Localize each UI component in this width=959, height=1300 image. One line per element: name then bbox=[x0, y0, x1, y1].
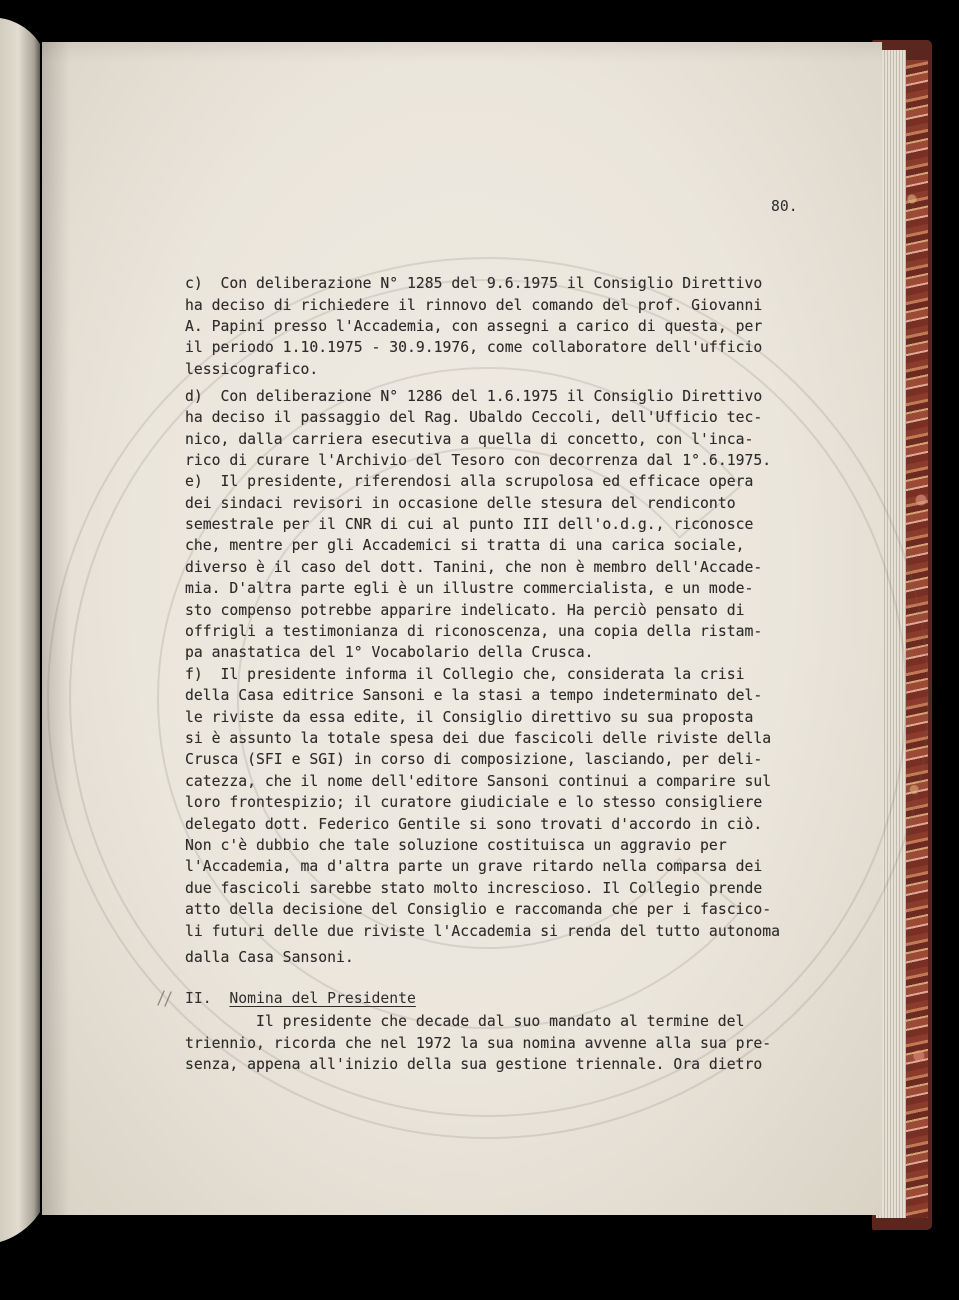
text-line: li futuri delle due riviste l'Accademia si renda del tutto autonoma bbox=[185, 922, 780, 940]
text-line: sto compenso potrebbe apparire indelicato. Ha perciò pensato di bbox=[185, 601, 745, 619]
text-line: d) Con deliberazione N° 1286 del 1.6.1975 il Consiglio Direttivo bbox=[185, 387, 763, 405]
body-text bbox=[185, 273, 780, 969]
facing-page bbox=[0, 0, 48, 1300]
text-line: A. Papini presso l'Accademia, con assegni a carico di questa, per bbox=[185, 318, 763, 336]
section-text bbox=[185, 1011, 771, 1075]
text-line: catezza, che il nome dell'editore Sansoni continui a comparire sul bbox=[185, 772, 772, 790]
text-line: rico di curare l'Archivio del Tesoro con decorrenza dal 1°.6.1975. bbox=[185, 451, 772, 469]
text-line: delegato dott. Federico Gentile si sono trovati d'accordo in ciò. bbox=[185, 815, 763, 833]
text-line: e) Il presidente, riferendosi alla scrupolosa ed efficace opera bbox=[185, 473, 754, 491]
section-heading bbox=[185, 988, 416, 1009]
section-number: II. bbox=[185, 990, 212, 1008]
text-line: mia. D'altra parte egli è un illustre commercialista, e un mode- bbox=[185, 580, 754, 598]
section-title: Nomina del Presidente bbox=[229, 990, 416, 1008]
text-line: il periodo 1.10.1975 - 30.9.1976, come collaboratore dell'ufficio bbox=[185, 339, 763, 357]
page-number: 80. bbox=[771, 198, 798, 216]
text-line: ha deciso il passaggio del Rag. Ubaldo Ceccoli, dell'Ufficio tec- bbox=[185, 409, 763, 427]
text-line: Non c'è dubbio che tale soluzione costituisca un aggravio per bbox=[185, 836, 727, 854]
text-line: lessicografico. bbox=[185, 360, 319, 378]
handwritten-mark-icon bbox=[154, 986, 180, 1008]
text-line: si è assunto la totale spesa dei due fascicoli delle riviste della bbox=[185, 730, 772, 747]
text-line: Il presidente che decade dal suo mandato al termine del bbox=[256, 1013, 745, 1031]
text-line: dei sindaci revisori in occasione delle stesura del rendiconto bbox=[185, 494, 736, 512]
text-line: atto della decisione del Consiglio e raccomanda che per i fascico- bbox=[185, 901, 772, 919]
text-line: due fascicoli sarebbe stato molto increscioso. Il Collegio prende bbox=[185, 879, 763, 897]
marbled-edge bbox=[905, 60, 928, 1218]
text-line: nico, dalla carriera esecutiva a quella di concetto, con l'inca- bbox=[185, 430, 754, 448]
text-line: semestrale per il CNR di cui al punto III dell'o.d.g., riconosce bbox=[185, 516, 754, 534]
text-line: l'Accademia, ma d'altra parte un grave ritardo nella comparsa dei bbox=[185, 858, 763, 876]
document-page bbox=[42, 42, 882, 1215]
text-line: Crusca (SFI e SGI) in corso di composizione, lasciando, per deli- bbox=[185, 751, 763, 769]
text-line: della Casa editrice Sansoni e la stasi a tempo indeterminato del- bbox=[185, 687, 763, 705]
text-line: ha deciso di richiedere il rinnovo del comando del prof. Giovanni bbox=[185, 296, 763, 314]
text-line: triennio, ricorda che nel 1972 la sua nomina avvenne alla sua pre- bbox=[185, 1034, 772, 1052]
text-line: c) Con deliberazione N° 1285 del 9.6.1975 il Consiglio Direttivo bbox=[185, 275, 763, 293]
text-line: senza, appena all'inizio della sua gestione triennale. Ora dietro bbox=[185, 1056, 763, 1074]
text-line: loro frontespizio; il curatore giudiciale e lo stesso consigliere bbox=[185, 794, 763, 812]
text-line: offrigli a testimonianza di riconoscenza, una copia della ristam- bbox=[185, 623, 763, 641]
text-line: dalla Casa Sansoni. bbox=[185, 949, 354, 967]
text-line: pa anastatica del 1° Vocabolario della Crusca. bbox=[185, 644, 594, 662]
text-line: diverso è il caso del dott. Tanini, che non è membro dell'Accade- bbox=[185, 558, 763, 576]
text-line: f) Il presidente informa il Collegio che, considerata la crisi bbox=[185, 665, 745, 683]
text-line: che, mentre per gli Accademici si tratta di una carica sociale, bbox=[185, 537, 745, 555]
text-line: le riviste da essa edite, il Consiglio direttivo su sua proposta bbox=[185, 708, 754, 726]
